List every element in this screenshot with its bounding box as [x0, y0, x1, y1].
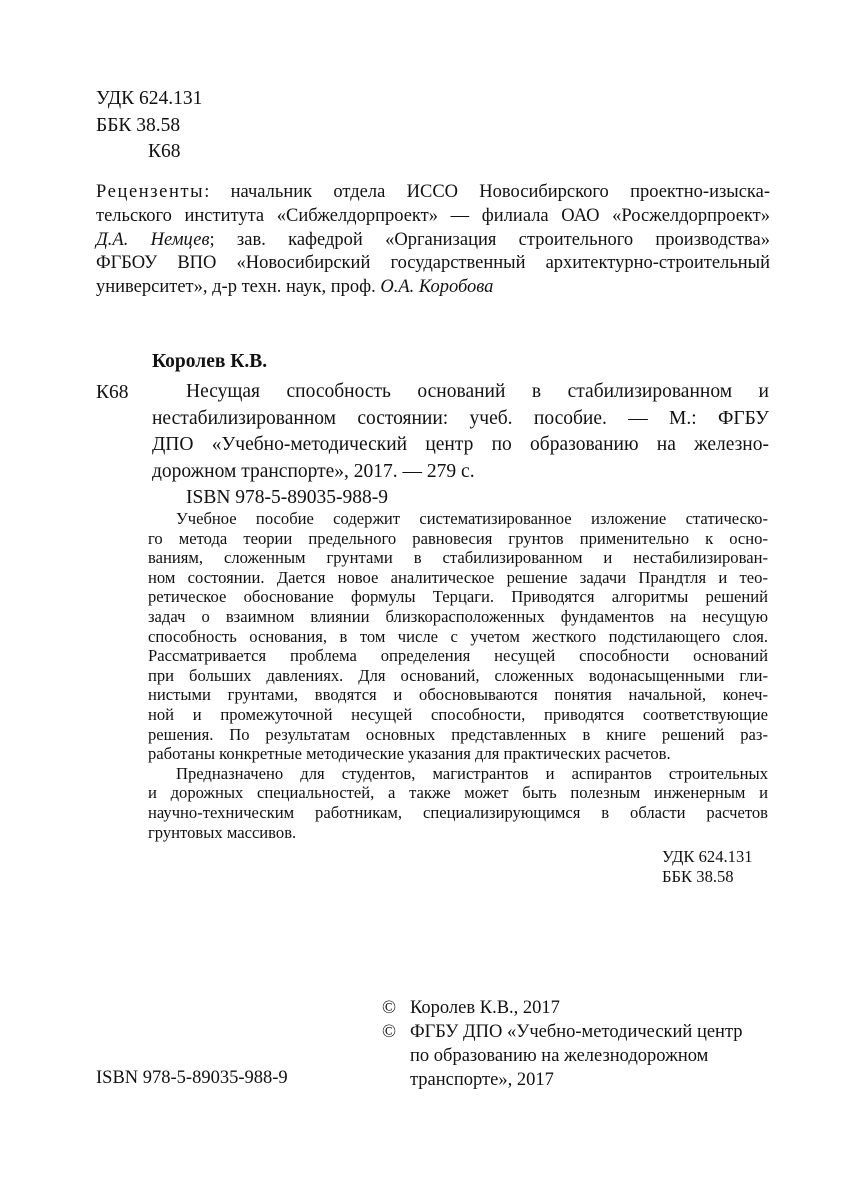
annotation-line: ной и промежуточной несущей способности, приводятся соответствующие [148, 704, 768, 724]
copyright-block [382, 996, 743, 1092]
purpose-line: грунтовых массивов. [148, 822, 297, 842]
purpose-line: и дорожных специальностей, а также может быть полезным инженерным и [148, 783, 768, 803]
bib-isbn: ISBN 978-5-89035-988-9 [186, 487, 389, 508]
reviewers-block [96, 181, 770, 300]
classification-codes [96, 86, 202, 166]
annotation-line: работаны конкретные методические указания для практических расчетов. [148, 744, 671, 764]
annotation [148, 509, 768, 842]
reviewer-name-1: Д.А. Немцев [96, 229, 210, 250]
reviewers-text: университет», д-р техн. наук, проф. [96, 277, 376, 298]
reviewers-line-2: тельского института «Сибжелдорпроект» — филиала ОАО «Росжелдорпроект» [96, 205, 770, 226]
isbn-bottom: ISBN 978-5-89035-988-9 [96, 1068, 288, 1088]
bib-line-1: Несущая способность оснований в стабилизированном и [186, 381, 769, 402]
annotation-line: решения. По результатам основных представленных в книге решений раз- [148, 724, 768, 744]
author-sign: К68 [148, 141, 181, 162]
annotation-line: ваниям, сложенным грунтами в стабилизированном и нестабилизирован- [148, 548, 768, 568]
reviewers-text: : начальник отдела ИССО Новосибирского проектно-изыска- [204, 182, 770, 202]
copyright-publisher-line-2: по образованию на железнодорожном [410, 1046, 709, 1066]
reviewers-label: Рецензенты [96, 182, 205, 202]
purpose-line: Предназначено для студентов, магистрантов и аспирантов строительных [176, 763, 768, 783]
copyright-icon: © [382, 1022, 397, 1042]
reviewers-line-4: ФГБОУ ВПО «Новосибирский государственный архитектурно-строительный [96, 253, 770, 274]
annotation-line: ном состоянии. Дается новое аналитическое решение задачи Прандтля и тео- [148, 567, 768, 587]
annotation-line: го метода теории предельного равновесия грунтов применительно к осно- [148, 528, 768, 548]
bib-code: К68 [96, 382, 129, 403]
copyright-publisher [382, 1020, 743, 1044]
copyright-icon: © [382, 998, 397, 1018]
bbk-code: ББК 38.58 [96, 114, 181, 136]
copyright-author-text: Королев К.В., 2017 [410, 998, 560, 1018]
bbk-code-right: ББК 38.58 [662, 866, 734, 886]
annotation-line: Учебное пособие содержит систематизированное изложение статическо- [176, 509, 768, 528]
book-author: Королев К.В. [152, 351, 268, 372]
reviewers-line-3 [96, 229, 770, 253]
annotation-line: способность основания, в том числе с учетом жесткого подстилающего слоя. [148, 626, 768, 646]
bib-description [152, 379, 769, 512]
annotation-line: ретическое обоснование формулы Терцаги. Приводятся алгоритмы решений [148, 587, 768, 607]
annotation-line: задач о взаимном влиянии близкорасположенных фундаментов на несущую [148, 606, 768, 626]
copyright-publisher-line-3: транспорте», 2017 [410, 1070, 554, 1090]
copyright-publisher-text: ФГБУ ДПО «Учебно-методический центр [410, 1022, 743, 1042]
bib-line-4: дорожном транспорте», 2017. — 279 с. [152, 460, 475, 482]
purpose-line: научно-техническим работникам, специализирующимся в области расчетов [148, 802, 768, 822]
reviewers-text: ; зав. кафедрой «Организация строительного производства» [209, 229, 770, 250]
udk-code: УДК 624.131 [96, 88, 203, 109]
udk-code-right: УДК 624.131 [662, 847, 753, 866]
annotation-line: Рассматривается проблема определения несущей способности оснований [148, 646, 768, 666]
classification-codes-right [662, 847, 753, 886]
bib-line-2: нестабилизированном состоянии: учеб. пособие. — М.: ФГБУ [152, 407, 769, 429]
copyright-author [382, 996, 743, 1020]
bib-line-3: ДПО «Учебно-методический центр по образованию на железно- [152, 434, 769, 455]
annotation-line: при больших давлениях. Для оснований, сложенных водонасыщенными гли- [148, 665, 768, 685]
reviewers-line-5 [96, 276, 770, 300]
annotation-line: нистыми грунтами, вводятся и обосновываются понятия начальной, конеч- [148, 685, 768, 705]
reviewers-line-1 [96, 181, 770, 205]
reviewer-name-2: О.А. Коробова [380, 277, 494, 298]
